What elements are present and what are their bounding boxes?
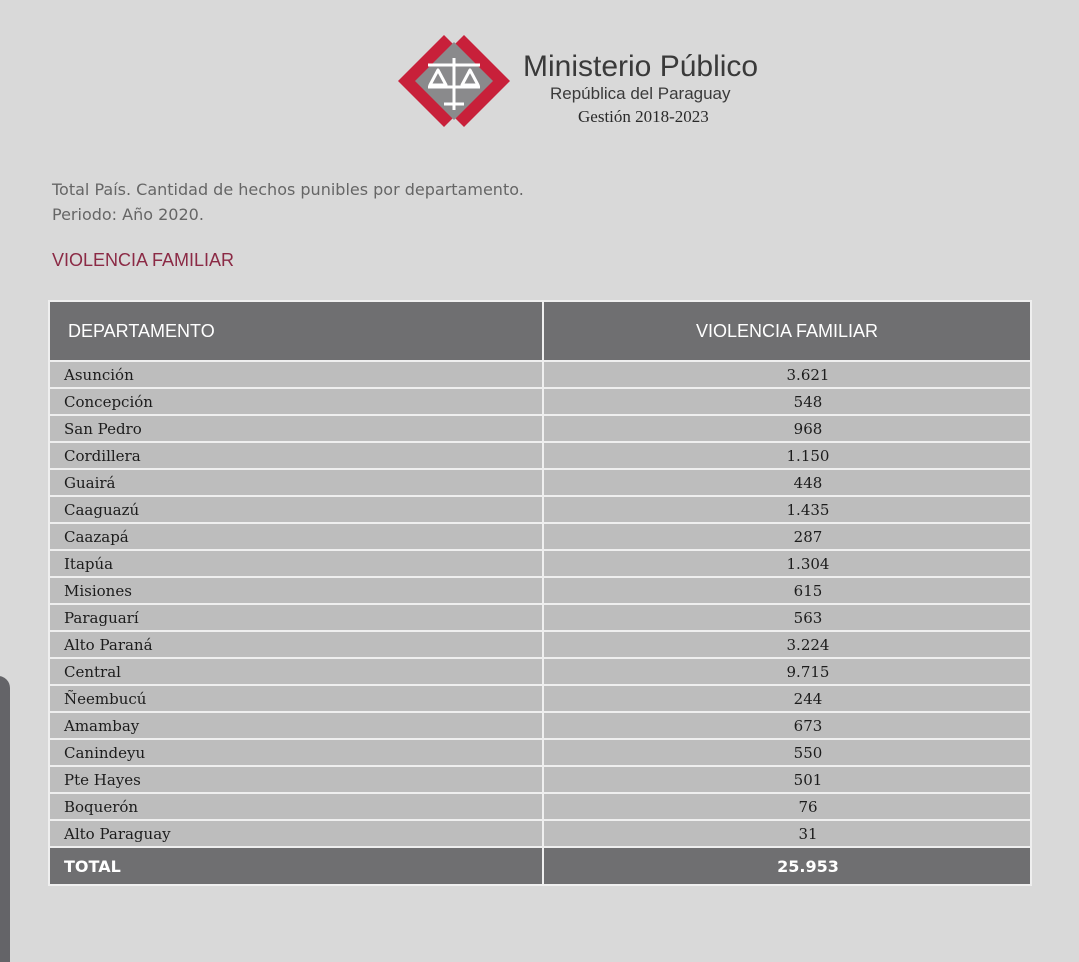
department-cell: Canindeyu	[49, 739, 543, 766]
count-cell: 244	[543, 685, 1031, 712]
department-cell: Cordillera	[49, 442, 543, 469]
description-line-2: Periodo: Año 2020.	[52, 205, 204, 224]
department-cell: Guairá	[49, 469, 543, 496]
count-cell: 548	[543, 388, 1031, 415]
department-cell: Alto Paraguay	[49, 820, 543, 847]
table-row	[49, 577, 1031, 604]
department-cell: Ñeembucú	[49, 685, 543, 712]
org-subtitle: República del Paraguay	[550, 84, 731, 103]
count-cell: 3.621	[543, 361, 1031, 388]
table-header-row	[49, 301, 1031, 361]
table-row	[49, 712, 1031, 739]
count-cell: 287	[543, 523, 1031, 550]
department-cell: Misiones	[49, 577, 543, 604]
table-row	[49, 685, 1031, 712]
department-cell: Itapúa	[49, 550, 543, 577]
count-cell: 968	[543, 415, 1031, 442]
department-cell: Concepción	[49, 388, 543, 415]
count-cell: 563	[543, 604, 1031, 631]
count-cell: 448	[543, 469, 1031, 496]
department-cell: Central	[49, 658, 543, 685]
count-cell: 501	[543, 766, 1031, 793]
report-description	[52, 177, 524, 227]
header	[388, 32, 808, 132]
table-row	[49, 415, 1031, 442]
count-cell: 9.715	[543, 658, 1031, 685]
table-row	[49, 361, 1031, 388]
total-label: TOTAL	[49, 847, 543, 885]
description-line-1: Total País. Cantidad de hechos punibles por departamento.	[52, 180, 524, 199]
department-cell: Amambay	[49, 712, 543, 739]
department-cell: Paraguarí	[49, 604, 543, 631]
department-cell: Pte Hayes	[49, 766, 543, 793]
total-row	[49, 847, 1031, 885]
table-row	[49, 442, 1031, 469]
department-cell: Asunción	[49, 361, 543, 388]
scales-of-justice-icon	[388, 32, 520, 130]
data-table	[48, 300, 1032, 886]
section-title: VIOLENCIA FAMILIAR	[52, 250, 235, 270]
department-cell: Caazapá	[49, 523, 543, 550]
count-cell: 673	[543, 712, 1031, 739]
total-value: 25.953	[543, 847, 1031, 885]
count-cell: 1.304	[543, 550, 1031, 577]
table-row	[49, 739, 1031, 766]
org-name: Ministerio Público	[523, 50, 759, 83]
count-cell: 1.150	[543, 442, 1031, 469]
table-row	[49, 766, 1031, 793]
department-cell: Caaguazú	[49, 496, 543, 523]
count-cell: 550	[543, 739, 1031, 766]
count-cell: 615	[543, 577, 1031, 604]
department-cell: Alto Paraná	[49, 631, 543, 658]
table-row	[49, 820, 1031, 847]
count-cell: 76	[543, 793, 1031, 820]
org-period: Gestión 2018-2023	[578, 107, 709, 126]
department-cell: San Pedro	[49, 415, 543, 442]
table-body	[49, 361, 1031, 847]
count-cell: 3.224	[543, 631, 1031, 658]
table-row	[49, 631, 1031, 658]
table-row	[49, 604, 1031, 631]
column-header-departamento: DEPARTAMENTO	[49, 301, 543, 361]
table-row	[49, 793, 1031, 820]
table-row	[49, 523, 1031, 550]
table-row	[49, 550, 1031, 577]
column-header-violencia-familiar: VIOLENCIA FAMILIAR	[543, 301, 1031, 361]
count-cell: 1.435	[543, 496, 1031, 523]
side-panel-handle[interactable]	[0, 676, 10, 962]
table-row	[49, 496, 1031, 523]
table-row	[49, 658, 1031, 685]
table-row	[49, 388, 1031, 415]
table-row	[49, 469, 1031, 496]
count-cell: 31	[543, 820, 1031, 847]
department-cell: Boquerón	[49, 793, 543, 820]
